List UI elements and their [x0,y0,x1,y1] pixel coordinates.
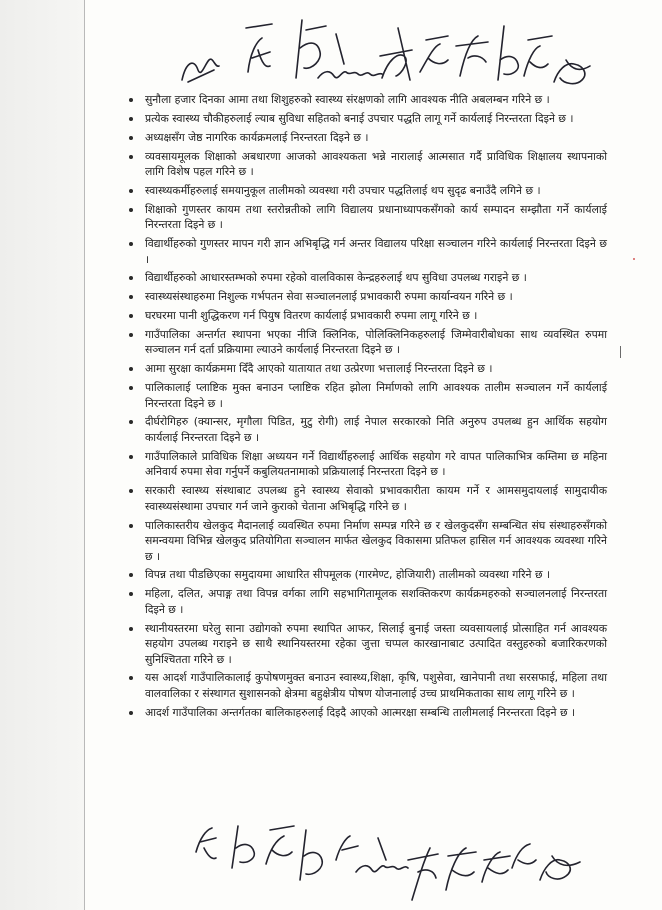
list-item [125,586,607,617]
list-item-text: शिक्षाको गुणस्तर कायम तथा स्तरोन्नतीको लागि विद्यालय प्रधानाध्यापकसँगको कार्य सम्पादन सम्झौता गर्ने कार्यलाई निरन्तरता दिइने छ । [145,202,607,232]
bullet-icon [129,627,133,631]
list-item [125,92,607,108]
list-item-text: सरकारी स्वास्थ्य संस्थाबाट उपलब्ध हुने स्वास्थ्य सेवाको प्रभावकारीता कायम गर्ने र आमसमुदायलाई सामुदायीक स्वास्थ्यसंस्थामा उपचार गर्न जाने कुराको चेताना अभिबृद्धि गरिने छ । [145,484,607,513]
list-item-text: आमा सुरक्षा कार्यक्रममा दिँदै आएको यातायात तथा उत्प्रेरणा भत्तालाई निरन्तरता दिइने छ । [145,362,493,376]
bullet-icon [129,367,133,371]
list-item [125,202,607,233]
list-item [125,567,607,583]
list-item [125,361,607,377]
list-item [125,621,607,668]
list-item [125,130,607,146]
list-item-text: पालिकास्तरीय खेलकुद मैदानलाई व्यवस्थित रुपमा निर्माण सम्पन्न गरिने छ र खेलकुदसँग सम्बन्धित संघ संस्थाहरुसँगको समन्वयमा विभिन्न खेलकुद प्रतियोगिता सञ्चालन मार्फत खेलकुद विकासमा प्रतिफल हासिल गर्न आवश्यक व्यवस्था गरिने छ । [145,518,607,563]
document-body [125,92,607,724]
bullet-icon [129,117,133,121]
bullet-icon [129,524,133,528]
bullet-icon [129,489,133,493]
list-item [125,111,607,127]
list-item-text: गाउँपालिका अन्तर्गत स्थापना भएका नीजि क्लिनिक, पोलिक्लिनिकहरुलाई जिम्मेवारीबोधका साथ व्यवस्थित रुपमा सञ्चालन गर्न दर्ता प्रक्रियामा ल्याउने कार्यलाई निरन्तरता दिइने छ । [145,327,607,357]
bullet-icon [129,295,133,299]
bullet-icon [129,592,133,596]
list-item-text: महिला, दलित, अपाङ्ग तथा विपन्न वर्गका लागि सहभागितामूलक सशक्तिकरण कार्यक्रमहरुको सञ्चालनलाई निरन्तरता दिइने छ । [145,587,607,616]
list-item [125,236,607,267]
bullet-icon [129,136,133,140]
bullet-icon [129,314,133,318]
ink-mark [620,346,621,358]
list-item-text: प्रत्येक स्वास्थ्य चौकीहरुलाई ल्याब सुविधा सहितको बनाई उपचार पद्धति लागू गर्ने कार्यलाई निरन्तरता दिइने छ । [145,111,574,125]
bullet-icon [129,242,133,246]
scan-margin [0,0,84,910]
list-item-text: विपन्न तथा पीडछिएका समुदायमा आधारित सीपमूलक (गारमेण्ट, होजियारी) तालीमको व्यवस्था गरिने छ । [145,568,551,582]
bullet-icon [129,420,133,424]
list-item [125,308,607,324]
policy-list [125,92,607,720]
bullet-icon [129,155,133,159]
list-item-text: स्वास्थ्यसंस्थाहरुमा निशुल्क गर्भपतन सेवा सञ्चालनलाई प्रभावकारी रुपमा कार्यान्वयन गरिने छ । [145,290,513,304]
list-item-text: गाउँपालिकाले प्राविधिक शिक्षा अध्ययन गर्ने विद्यार्थीहरुलाई आर्थिक सहयोग गरे वापत पालिकाभित्र कम्तिमा छ महिना अनिवार्य रुपमा सेवा गर्नुपर्ने कबुलियतनामाको प्रक्रियालाई निरन्तरता दिइने छ । [145,449,607,479]
bullet-icon [129,711,133,715]
signature-group-icon [0,0,662,90]
signature-group-icon [0,820,662,910]
list-item [125,327,607,358]
list-item-text: सुनौला हजार दिनका आमा तथा शिशुहरुको स्वास्थ्य संरक्षणको लागि आवश्यक नीति अबलम्बन गरिने छ । [145,93,550,106]
list-item [125,705,607,721]
signatures-top [0,0,662,90]
list-item-text: आदर्श गाउँपालिका अन्तर्गतका बालिकाहरुलाई दिइदै आएको आत्मरक्षा सम्बन्धि तालीमलाई निरन्तरता दिइने छ । [145,705,576,719]
list-item [125,149,607,180]
list-item [125,414,607,445]
list-item [125,670,607,701]
list-item [125,380,607,411]
list-item-text: स्थानीयस्तरमा घरेलु साना उद्योगको रुपमा स्थापित आफर, सिलाई बुनाई जस्ता व्यवसायलाई प्रोत्साहित गर्न आवश्यक सहयोग उपलब्ध गराइने छ साथै स्थानियस्तरमा रहेका जुत्ता चप्पल कारखानाबाट उत्पादित वस्तुहरुको बजारिकरणको सुनिश्चितता गरिने छ । [145,621,607,666]
list-item-text: यस आदर्श गाउँपालिकालाई कुपोषणमुक्त बनाउन स्वास्थ्य,शिक्षा, कृषि, पशुसेवा, खानेपानी तथा सरसफाई, महिला तथा वालवालिका र संस्थागत सुशासनको क्षेत्रमा बहुक्षेत्रीय पोषण योजनालाई उच्च प्राथमिकताका साथ लागू गरिने छ । [145,671,607,700]
bullet-icon [129,455,133,459]
ink-mark [633,258,635,260]
list-item-text: विद्यार्थीहरुको आधारस्तम्भको रुपमा रहेको वालविकास केन्द्रहरुलाई थप सुविधा उपलब्ध गराइने छ । [145,271,527,285]
list-item [125,518,607,565]
list-item-text: घरघरमा पानी शुद्धिकरण गर्न पियुष वितरण कार्यलाई प्रभावकारी रुपमा लागू गरिने छ । [145,309,478,323]
signatures-bottom [0,820,662,910]
list-item [125,449,607,480]
list-item [125,270,607,286]
bullet-icon [129,276,133,280]
list-item-text: दीर्घरोगिहरु (क्यान्सर, मृगौला पिडित, मुटु रोगी) लाई नेपाल सरकारको निति अनुरुप उपलब्ध हुन आर्थिक सहयोग कार्यलाई निरन्तरता दिइने छ । [145,415,607,444]
bullet-icon [129,208,133,212]
list-item-text: पालिकालाई प्लाष्टिक मुक्त बनाउन प्लाष्टिक रहित झोला निर्माणको लागि आवश्यक तालीम सञ्चालन गर्ने कार्यलाई निरन्तरता दिइने छ । [145,381,607,410]
bullet-icon [129,676,133,680]
list-item-text: विद्यार्थीहरुको गुणस्तर मापन गरी ज्ञान अभिबृद्धि गर्न अन्तर विद्यालय परिक्षा सञ्चालन गरिने कार्यलाई निरन्तरता दिइने छ । [145,237,607,266]
bullet-icon [129,386,133,390]
bullet-icon [129,573,133,577]
page-edge [84,0,85,910]
bullet-icon [129,333,133,337]
list-item-text: अध्यक्षसँग जेष्ठ नागरिक कार्यक्रमलाई निरन्तरता दिइने छ । [145,130,369,144]
list-item [125,289,607,305]
list-item-text: स्वास्थ्यकर्मीहरुलाई समयानुकूल तालीमको व्यवस्था गरी उपचार पद्धतिलाई थप सुदृढ बनाउँदै लगिने छ । [145,183,541,197]
bullet-icon [129,189,133,193]
list-item [125,483,607,514]
bullet-icon [129,98,133,102]
list-item-text: व्यवसायमूलक शिक्षाको अबधारणा आजको आवश्यकता भन्ने नारालाई आत्मसात गर्दै प्राविधिक शिक्षालय स्थापनाको लागि विशेष पहल गरिने छ । [145,149,607,179]
list-item [125,183,607,199]
